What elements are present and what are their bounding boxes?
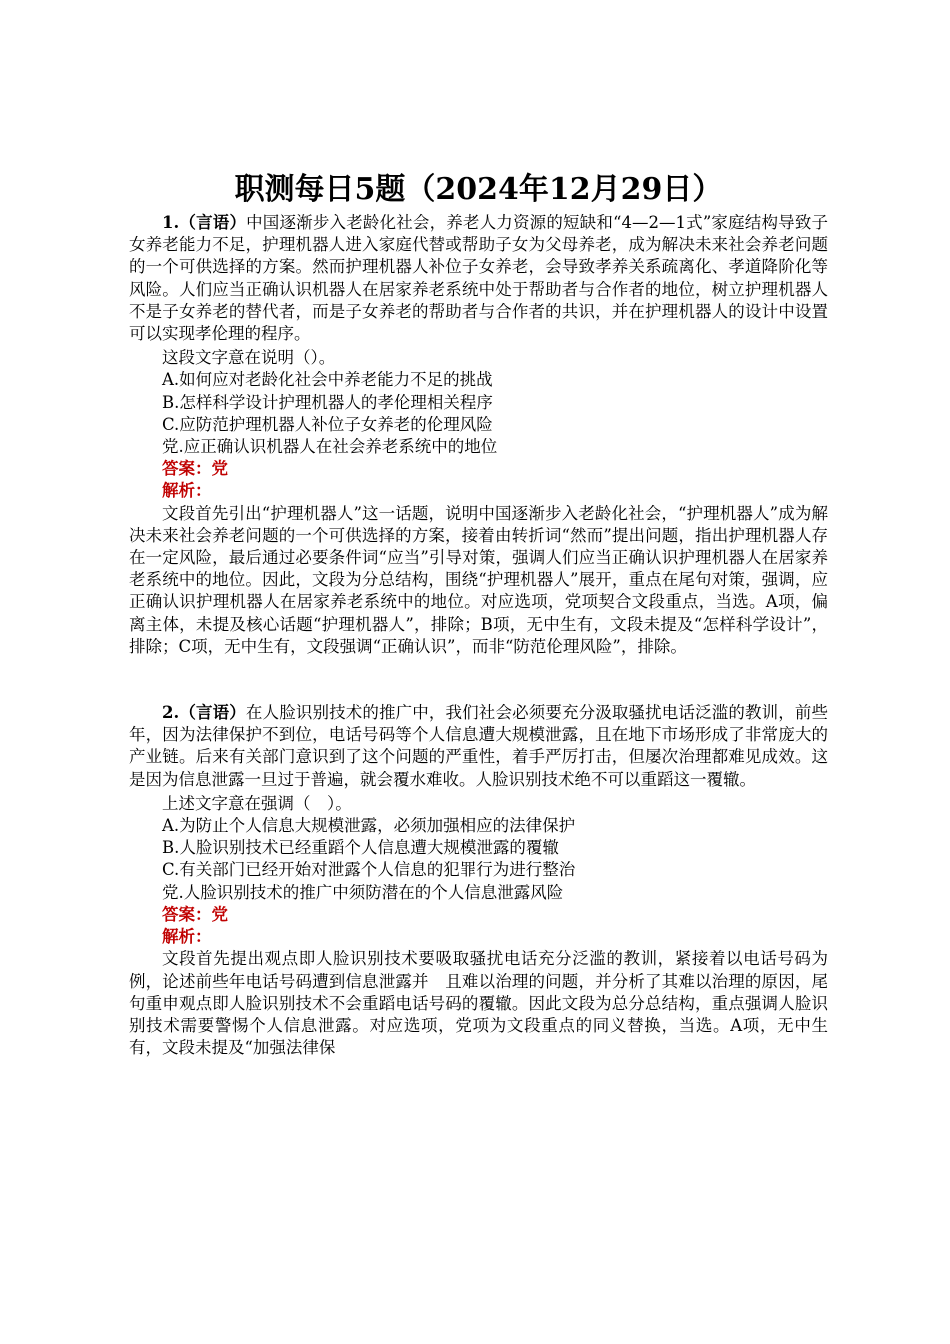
option-d: 党.人脸识别技术的推广中须防潜在的个人信息泄露风险 — [162, 882, 564, 902]
page-title: 职测每日5题（2024年12月29日） — [234, 172, 723, 207]
option-a: A.如何应对老龄化社会中养老能力不足的挑战 — [162, 370, 493, 390]
question-type: （言语） — [179, 213, 247, 232]
analysis-text: 文段首先引出“护理机器人”这一话题，说明中国逐渐步入老龄化社会，“护理机器人”成为解决未来社会养老问题的一个可供选择的方案，接着由转折词“然而”提出问题，指出护理机器人存在一定风险，最后通过必要条件词“应当”引导对策，强调人们应当正确认识护理机器人在居家养老系统中的地位。因此，文段为分总结构，围绕“护理机器人”展开，重点在尾句对策，强调，应正确认识护理机器人在居家养老系统中的地位。对应选项，党项契合文段重点，当选。A项，偏离主体，未提及核心话题“护理机器人”，排除；B项，无中生有，文段未提及“怎样科学设计”，排除；C项，无中生有，文段强调“正确认识”，而非“防范伦理风险”，排除。 — [129, 503, 828, 656]
answer-label: 答案：党 — [162, 904, 228, 924]
analysis-label: 解析： — [162, 481, 212, 501]
passage-text: 在人脸识别技术的推广中，我们社会必须要充分汲取骚扰电话泛滥的教训，前些年，因为法律保护不到位，电话号码等个人信息遭大规模泄露，且在地下市场形成了非常庞大的产业链。后来有关部门意识到了这个问题的严重性，着手严厉打击，但屡次治理都难见成效。这是因为信息泄露一旦过于普遍，就会覆水难收。人脸识别技术绝不可以重蹈这一覆辙。 — [129, 703, 829, 789]
question-number: 1. — [162, 213, 180, 232]
analysis-text: 文段首先提出观点即人脸识别技术要吸取骚扰电话充分泛滥的教训，紧接着以电话号码为例，论述前些年电话号码遭到信息泄露并 且难以治理的问题，并分析了其难以治理的原因，尾句重申观点即人脸识别技术不会重蹈电话号码的覆辙。因此文段为总分总结构，重点强调人脸识别技术需要警惕个人信息泄露。对应选项，党项为文段重点的同义替换，当选。A项，无中生有，文段未提及“加强法律保 — [129, 949, 828, 1058]
question-type: （言语） — [179, 703, 246, 723]
option-a: A.为防止个人信息大规模泄露，必须加强相应的法律保护 — [162, 816, 576, 836]
option-c: C.应防范护理机器人补位子女养老的伦理风险 — [162, 414, 493, 434]
answer-label: 答案：党 — [162, 459, 228, 479]
passage-text: 中国逐渐步入老龄化社会，养老人力资源的短缺和“4—2—1式”家庭结构导致子女养老能力不足，护理机器人进入家庭代替或帮助子女为父母养老，成为解决未来社会养老问题的一个可供选择的方案。然而护理机器人补位子女养老，会导致孝养关系疏离化、孝道降阶化等风险。人们应当正确认识机器人在居家养老系统中处于帮助者与合作者的地位，树立护理机器人不是子女养老的替代者，而是子女养老的帮助者与合作者的共识，并在护理机器人的设计中设置可以实现孝伦理的程序。 — [129, 213, 828, 344]
question-passage — [129, 212, 828, 345]
question-1 — [129, 212, 828, 658]
option-c: C.有关部门已经开始对泄露个人信息的犯罪行为进行整治 — [162, 860, 576, 880]
question-2 — [129, 702, 828, 1059]
analysis-label: 解析： — [162, 927, 212, 947]
section-spacer — [129, 658, 828, 702]
question-stem: 这段文字意在说明（）。 — [162, 348, 336, 368]
question-passage — [129, 702, 828, 791]
question-number: 2. — [162, 703, 180, 723]
option-b: B.怎样科学设计护理机器人的孝伦理相关程序 — [162, 392, 493, 412]
option-d: 党.应正确认识机器人在社会养老系统中的地位 — [162, 437, 498, 457]
option-b: B.人脸识别技术已经重蹈个人信息遭大规模泄露的覆辙 — [162, 838, 559, 858]
question-stem: 上述文字意在强调（ ）。 — [162, 793, 352, 813]
